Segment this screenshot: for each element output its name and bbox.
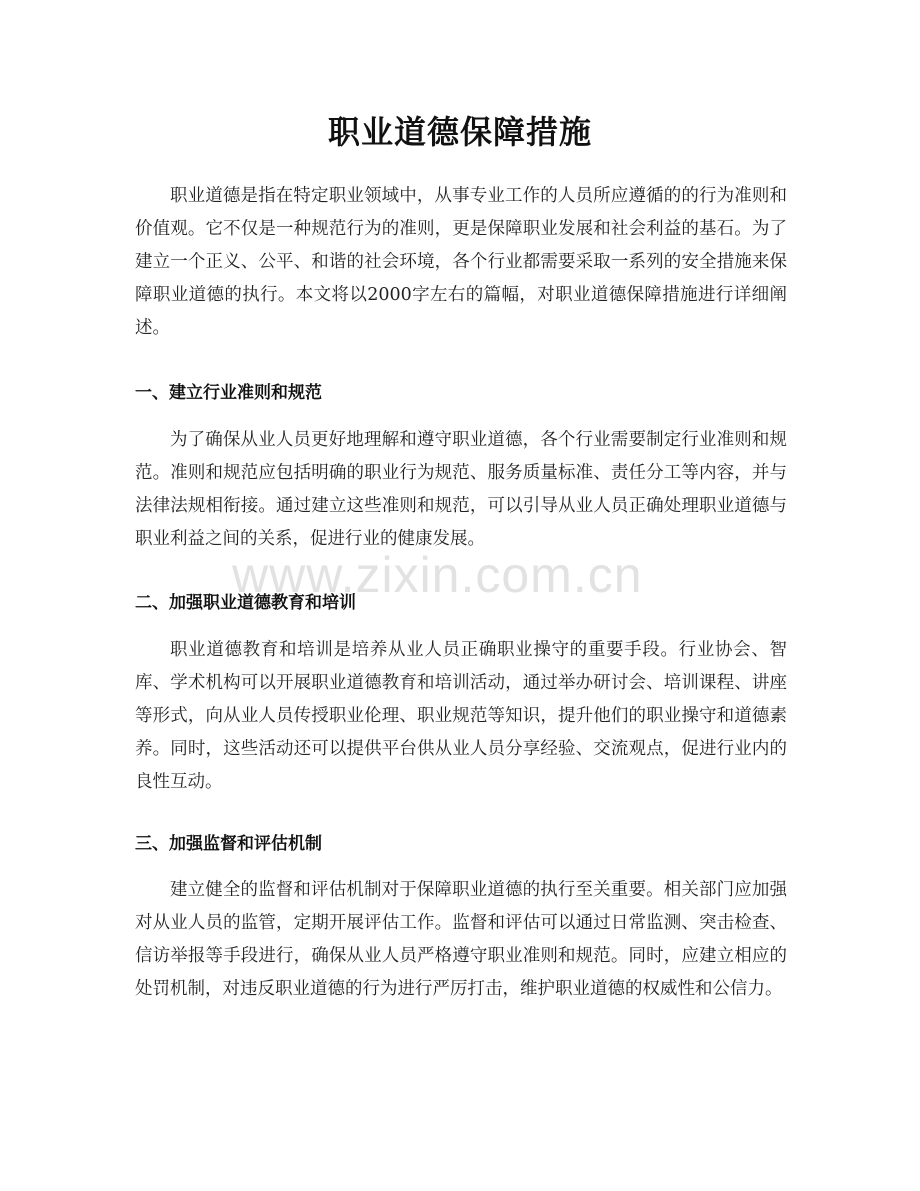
intro-paragraph: 职业道德是指在特定职业领域中，从事专业工作的人员所应遵循的的行为准则和价值观。它不仅是一种规范行为的准则，更是保障职业发展和社会利益的基石。为了建立一个正义、公平、和谐的社会环境，各个行业都需要采取一系列的安全措施来保障职业道德的执行。本文将以2000字左右的篇幅，对职业道德保障措施进行详细阐述。 bbox=[135, 186, 787, 338]
section-body-2: 职业道德教育和培训是培养从业人员正确职业操守的重要手段。行业协会、智库、学术机构可以开展职业道德教育和培训活动，通过举办研讨会、培训课程、讲座等形式，向从业人员传授职业伦理、职业规范等知识，提升他们的职业操守和道德素养。同时，这些活动还可以提供平台供从业人员分享经验、交流观点，促进行业内的良性互动。 bbox=[135, 640, 787, 792]
section-heading-3: 三、加强监督和评估机制 bbox=[135, 834, 322, 854]
section-body-3: 建立健全的监督和评估机制对于保障职业道德的执行至关重要。相关部门应加强对从业人员的监管，定期开展评估工作。监督和评估可以通过日常监测、突击检查、信访举报等手段进行，确保从业人员严格遵守职业准则和规范。同时，应建立相应的处罚机制，对违反职业道德的行为进行严厉打击，维护职业道德的权威性和公信力。 bbox=[135, 880, 787, 999]
section-body-1: 为了确保从业人员更好地理解和遵守职业道德，各个行业需要制定行业准则和规范。准则和规范应包括明确的职业行为规范、服务质量标准、责任分工等内容，并与法律法规相衔接。通过建立这些准则和规范，可以引导从业人员正确处理职业道德与职业利益之间的关系，促进行业的健康发展。 bbox=[135, 430, 787, 549]
document-title: 职业道德保障措施 bbox=[327, 113, 592, 151]
watermark-text: www.zixin.com.cn bbox=[232, 547, 643, 603]
section-heading-1: 一、建立行业准则和规范 bbox=[135, 383, 322, 403]
section-heading-2: 二、加强职业道德教育和培训 bbox=[135, 593, 356, 613]
